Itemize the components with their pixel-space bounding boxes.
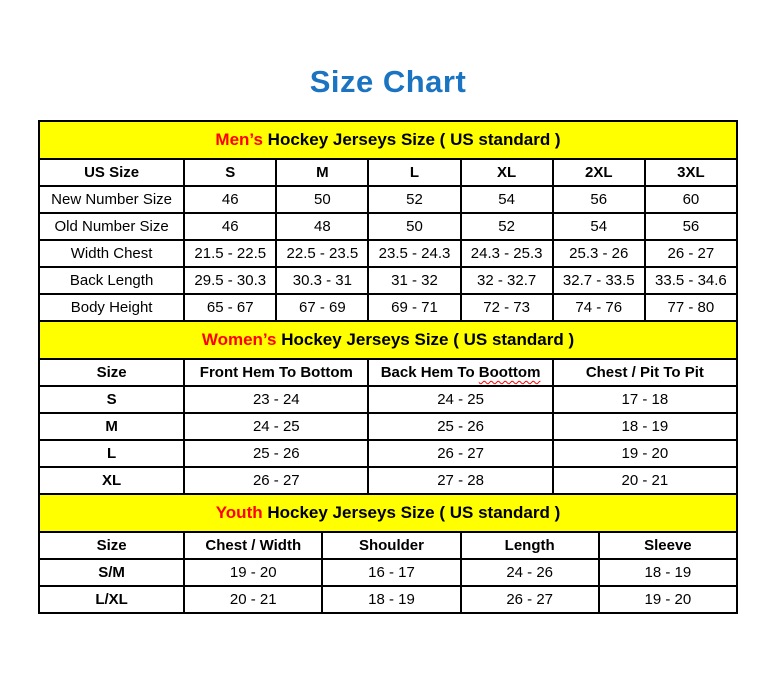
mens-table-row <box>39 240 737 267</box>
youth-row-label: L/XL <box>39 586 184 613</box>
youth-column-header: Sleeve <box>599 532 737 559</box>
womens-table-cell: 25 - 26 <box>184 440 368 467</box>
womens-table-row <box>39 467 737 494</box>
mens-table-cell: 52 <box>461 213 553 240</box>
mens-table-cell: 29.5 - 30.3 <box>184 267 276 294</box>
mens-column-header: S <box>184 159 276 186</box>
womens-column-header: Chest / Pit To Pit <box>553 359 737 386</box>
mens-table-cell: 60 <box>645 186 737 213</box>
mens-table-cell: 56 <box>645 213 737 240</box>
youth-table-cell: 18 - 19 <box>322 586 460 613</box>
mens-table-cell: 24.3 - 25.3 <box>461 240 553 267</box>
mens-table-cell: 50 <box>276 186 368 213</box>
youth-size-table <box>38 493 738 614</box>
mens-table-cell: 69 - 71 <box>368 294 460 321</box>
youth-section-title-rest: Hockey Jerseys Size ( US standard ) <box>262 503 561 522</box>
mens-column-header-row <box>39 159 737 186</box>
youth-table-cell: 24 - 26 <box>461 559 599 586</box>
mens-table-cell: 25.3 - 26 <box>553 240 645 267</box>
womens-row-label: XL <box>39 467 184 494</box>
youth-table-cell: 20 - 21 <box>184 586 322 613</box>
mens-table-cell: 65 - 67 <box>184 294 276 321</box>
youth-row-label: S/M <box>39 559 184 586</box>
youth-table-cell: 19 - 20 <box>599 586 737 613</box>
mens-column-header: 2XL <box>553 159 645 186</box>
mens-table-cell: 30.3 - 31 <box>276 267 368 294</box>
womens-column-header: Size <box>39 359 184 386</box>
page-title: Size Chart <box>309 64 467 99</box>
mens-row-label: Back Length <box>39 267 184 294</box>
size-tables-container <box>38 120 738 614</box>
mens-section-row <box>39 121 737 159</box>
mens-column-header: L <box>368 159 460 186</box>
mens-table-cell: 21.5 - 22.5 <box>184 240 276 267</box>
womens-section-row <box>39 321 737 359</box>
womens-table-cell: 26 - 27 <box>184 467 368 494</box>
mens-table-cell: 46 <box>184 213 276 240</box>
mens-table-cell: 67 - 69 <box>276 294 368 321</box>
mens-column-header: M <box>276 159 368 186</box>
mens-table-cell: 77 - 80 <box>645 294 737 321</box>
mens-table-cell: 23.5 - 24.3 <box>368 240 460 267</box>
womens-size-table <box>38 320 738 495</box>
youth-table-cell: 19 - 20 <box>184 559 322 586</box>
womens-row-label: S <box>39 386 184 413</box>
youth-table-cell: 18 - 19 <box>599 559 737 586</box>
mens-row-label: Body Height <box>39 294 184 321</box>
youth-table-cell: 16 - 17 <box>322 559 460 586</box>
mens-table-row <box>39 186 737 213</box>
mens-table-cell: 72 - 73 <box>461 294 553 321</box>
womens-section-header <box>39 321 737 359</box>
youth-column-header: Shoulder <box>322 532 460 559</box>
womens-section-highlight: Women’s <box>201 330 277 349</box>
womens-table-cell: 26 - 27 <box>368 440 552 467</box>
youth-table-row <box>39 559 737 586</box>
youth-column-header: Chest / Width <box>184 532 322 559</box>
youth-table-row <box>39 586 737 613</box>
womens-table-cell: 25 - 26 <box>368 413 552 440</box>
womens-table-row <box>39 386 737 413</box>
youth-section-highlight: Youth <box>215 503 263 522</box>
youth-column-header: Size <box>39 532 184 559</box>
womens-table-cell: 23 - 24 <box>184 386 368 413</box>
youth-section-header <box>39 494 737 532</box>
mens-table-row <box>39 213 737 240</box>
womens-section-title-rest: Hockey Jerseys Size ( US standard ) <box>276 330 575 349</box>
womens-table-cell: 27 - 28 <box>368 467 552 494</box>
mens-section-title-rest: Hockey Jerseys Size ( US standard ) <box>262 130 561 149</box>
mens-table-cell: 33.5 - 34.6 <box>645 267 737 294</box>
womens-column-header-row <box>39 359 737 386</box>
mens-table-cell: 32.7 - 33.5 <box>553 267 645 294</box>
womens-table-cell: 17 - 18 <box>553 386 737 413</box>
mens-table-cell: 74 - 76 <box>553 294 645 321</box>
mens-table-cell: 22.5 - 23.5 <box>276 240 368 267</box>
mens-table-cell: 26 - 27 <box>645 240 737 267</box>
mens-section-header <box>39 121 737 159</box>
mens-table-cell: 31 - 32 <box>368 267 460 294</box>
mens-table-cell: 50 <box>368 213 460 240</box>
womens-column-header: Back Hem To Boottom <box>368 359 552 386</box>
mens-table-cell: 46 <box>184 186 276 213</box>
misspelled-word: Boottom <box>478 364 541 381</box>
mens-table-cell: 56 <box>553 186 645 213</box>
youth-section-row <box>39 494 737 532</box>
mens-table-cell: 32 - 32.7 <box>461 267 553 294</box>
mens-row-label: Width Chest <box>39 240 184 267</box>
womens-table-row <box>39 440 737 467</box>
womens-column-header: Front Hem To Bottom <box>184 359 368 386</box>
mens-row-label: New Number Size <box>39 186 184 213</box>
youth-column-header-row <box>39 532 737 559</box>
youth-table-cell: 26 - 27 <box>461 586 599 613</box>
mens-row-label: Old Number Size <box>39 213 184 240</box>
womens-table-cell: 19 - 20 <box>553 440 737 467</box>
mens-column-header: 3XL <box>645 159 737 186</box>
mens-table-cell: 48 <box>276 213 368 240</box>
womens-row-label: L <box>39 440 184 467</box>
womens-table-cell: 24 - 25 <box>184 413 368 440</box>
mens-column-header: US Size <box>39 159 184 186</box>
youth-column-header: Length <box>461 532 599 559</box>
mens-table-cell: 54 <box>461 186 553 213</box>
mens-table-cell: 52 <box>368 186 460 213</box>
mens-size-table <box>38 120 738 322</box>
womens-row-label: M <box>39 413 184 440</box>
womens-table-cell: 20 - 21 <box>553 467 737 494</box>
mens-table-cell: 54 <box>553 213 645 240</box>
mens-section-highlight: Men’s <box>215 130 263 149</box>
mens-table-row <box>39 294 737 321</box>
womens-table-row <box>39 413 737 440</box>
mens-column-header: XL <box>461 159 553 186</box>
womens-table-cell: 24 - 25 <box>368 386 552 413</box>
mens-table-row <box>39 267 737 294</box>
womens-table-cell: 18 - 19 <box>553 413 737 440</box>
